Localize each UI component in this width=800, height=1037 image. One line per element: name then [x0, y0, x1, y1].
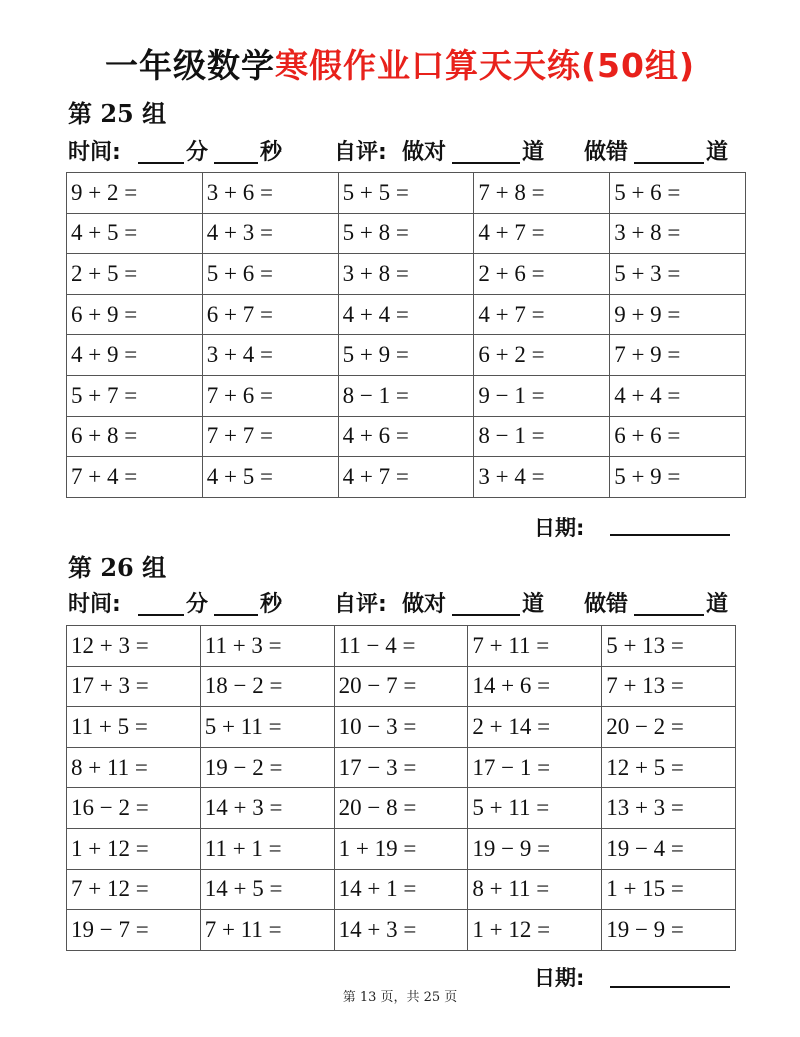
page-title	[0, 44, 800, 88]
problem-cell[interactable]: 4 + 7 =	[474, 294, 610, 335]
problem-cell[interactable]: 7 + 7 =	[202, 416, 338, 457]
seconds-label: 秒	[260, 140, 283, 165]
problem-cell[interactable]: 7 + 11 =	[468, 626, 602, 667]
problem-cell[interactable]: 5 + 7 =	[67, 375, 203, 416]
group-25-title: 第 25 组	[68, 99, 167, 128]
table-row	[67, 416, 746, 457]
problem-cell[interactable]: 1 + 12 =	[468, 910, 602, 951]
wrong-dao: 道	[706, 140, 729, 165]
problem-cell[interactable]: 5 + 3 =	[610, 254, 746, 295]
problem-cell[interactable]: 8 − 1 =	[474, 416, 610, 457]
problem-cell[interactable]: 14 + 5 =	[200, 869, 334, 910]
problem-cell[interactable]: 5 + 8 =	[338, 213, 474, 254]
problem-cell[interactable]: 5 + 13 =	[602, 626, 736, 667]
problem-cell[interactable]: 14 + 3 =	[334, 910, 468, 951]
table-row	[67, 910, 736, 951]
problem-cell[interactable]: 6 + 9 =	[67, 294, 203, 335]
group-26-meta	[68, 588, 748, 622]
problem-cell[interactable]: 4 + 4 =	[610, 375, 746, 416]
problem-cell[interactable]: 19 − 2 =	[200, 747, 334, 788]
problem-cell[interactable]: 8 − 1 =	[338, 375, 474, 416]
table-row	[67, 788, 736, 829]
table-row	[67, 213, 746, 254]
problem-cell[interactable]: 4 + 3 =	[202, 213, 338, 254]
minutes-blank[interactable]	[138, 588, 184, 627]
correct-dao: 道	[522, 140, 545, 165]
table-row	[67, 626, 736, 667]
table-row	[67, 173, 746, 214]
correct-label: 做对	[402, 592, 447, 617]
problem-cell[interactable]: 9 − 1 =	[474, 375, 610, 416]
problem-cell[interactable]: 17 − 1 =	[468, 747, 602, 788]
wrong-blank[interactable]	[634, 588, 704, 627]
title-black-part: 一年级数学	[104, 46, 275, 85]
problem-cell[interactable]: 3 + 4 =	[474, 457, 610, 498]
group-25-meta	[68, 136, 748, 170]
problem-cell[interactable]: 19 − 4 =	[602, 828, 736, 869]
problem-cell[interactable]: 7 + 6 =	[202, 375, 338, 416]
problem-cell[interactable]: 6 + 8 =	[67, 416, 203, 457]
correct-blank[interactable]	[452, 136, 520, 175]
problem-cell[interactable]: 4 + 7 =	[474, 213, 610, 254]
title-red-part: 寒假作业口算天天练(50组)	[274, 46, 696, 85]
problem-cell[interactable]: 2 + 6 =	[474, 254, 610, 295]
problem-cell[interactable]: 4 + 4 =	[338, 294, 474, 335]
problem-cell[interactable]: 7 + 11 =	[200, 910, 334, 951]
minutes-label: 分	[186, 140, 209, 165]
problem-cell[interactable]: 14 + 6 =	[468, 666, 602, 707]
problem-cell[interactable]: 6 + 7 =	[202, 294, 338, 335]
problem-cell[interactable]: 17 − 3 =	[334, 747, 468, 788]
problem-cell[interactable]: 4 + 9 =	[67, 335, 203, 376]
correct-blank[interactable]	[452, 588, 520, 627]
problem-cell[interactable]: 3 + 8 =	[610, 213, 746, 254]
time-label: 时间:	[68, 592, 121, 617]
correct-label: 做对	[402, 140, 447, 165]
page-footer: 第 13 页，共 25 页	[342, 990, 458, 1005]
problem-cell[interactable]: 2 + 5 =	[67, 254, 203, 295]
problem-cell[interactable]: 20 − 7 =	[334, 666, 468, 707]
seconds-label: 秒	[260, 592, 283, 617]
problem-cell[interactable]: 13 + 3 =	[602, 788, 736, 829]
table-row	[67, 254, 746, 295]
seconds-blank[interactable]	[214, 136, 258, 175]
table-row	[67, 666, 736, 707]
problem-cell[interactable]: 19 − 9 =	[602, 910, 736, 951]
problem-grid-26	[66, 625, 736, 951]
problem-cell[interactable]: 20 − 2 =	[602, 707, 736, 748]
problem-cell[interactable]: 16 − 2 =	[67, 788, 201, 829]
problem-cell[interactable]: 5 + 5 =	[338, 173, 474, 214]
self-eval-label: 自评:	[334, 140, 387, 165]
problem-cell[interactable]: 4 + 7 =	[338, 457, 474, 498]
problem-cell[interactable]: 11 + 1 =	[200, 828, 334, 869]
wrong-label: 做错	[584, 140, 629, 165]
problem-cell[interactable]: 3 + 4 =	[202, 335, 338, 376]
problem-cell[interactable]: 3 + 8 =	[338, 254, 474, 295]
problem-cell[interactable]: 12 + 5 =	[602, 747, 736, 788]
correct-dao: 道	[522, 592, 545, 617]
wrong-label: 做错	[584, 592, 629, 617]
problem-cell[interactable]: 19 − 9 =	[468, 828, 602, 869]
table-row	[67, 375, 746, 416]
table-row	[67, 707, 736, 748]
problem-cell[interactable]: 7 + 8 =	[474, 173, 610, 214]
problem-cell[interactable]: 17 + 3 =	[67, 666, 201, 707]
problem-cell[interactable]: 4 + 6 =	[338, 416, 474, 457]
wrong-dao: 道	[706, 592, 729, 617]
problem-cell[interactable]: 5 + 9 =	[338, 335, 474, 376]
problem-cell[interactable]: 5 + 9 =	[610, 457, 746, 498]
problem-cell[interactable]: 8 + 11 =	[468, 869, 602, 910]
problem-cell[interactable]: 6 + 2 =	[474, 335, 610, 376]
problem-cell[interactable]: 9 + 2 =	[67, 173, 203, 214]
self-eval-label: 自评:	[334, 592, 387, 617]
problem-cell[interactable]: 8 + 11 =	[67, 747, 201, 788]
problem-cell[interactable]: 5 + 6 =	[610, 173, 746, 214]
date-label: 日期:	[534, 516, 585, 540]
problem-cell[interactable]: 11 + 5 =	[67, 707, 201, 748]
table-row	[67, 828, 736, 869]
problem-cell[interactable]: 18 − 2 =	[200, 666, 334, 707]
date-label: 日期:	[534, 966, 585, 990]
problem-cell[interactable]: 12 + 3 =	[67, 626, 201, 667]
problem-cell[interactable]: 7 + 12 =	[67, 869, 201, 910]
problem-grid-25	[66, 172, 746, 498]
table-row	[67, 457, 746, 498]
problem-cell[interactable]: 4 + 5 =	[202, 457, 338, 498]
problem-cell[interactable]: 5 + 11 =	[468, 788, 602, 829]
problem-cell[interactable]: 7 + 4 =	[67, 457, 203, 498]
problem-cell[interactable]: 1 + 12 =	[67, 828, 201, 869]
problem-cell[interactable]: 19 − 7 =	[67, 910, 201, 951]
minutes-blank[interactable]	[138, 136, 184, 175]
problem-cell[interactable]: 3 + 6 =	[202, 173, 338, 214]
problem-cell[interactable]: 9 + 9 =	[610, 294, 746, 335]
minutes-label: 分	[186, 592, 209, 617]
problem-cell[interactable]: 20 − 8 =	[334, 788, 468, 829]
date-blank[interactable]	[610, 534, 730, 536]
problem-cell[interactable]: 1 + 15 =	[602, 869, 736, 910]
table-row	[67, 335, 746, 376]
problem-cell[interactable]: 5 + 11 =	[200, 707, 334, 748]
problem-cell[interactable]: 11 − 4 =	[334, 626, 468, 667]
seconds-blank[interactable]	[214, 588, 258, 627]
problem-cell[interactable]: 7 + 13 =	[602, 666, 736, 707]
problem-cell[interactable]: 14 + 3 =	[200, 788, 334, 829]
table-row	[67, 747, 736, 788]
problem-cell[interactable]: 1 + 19 =	[334, 828, 468, 869]
problem-cell[interactable]: 7 + 9 =	[610, 335, 746, 376]
problem-cell[interactable]: 4 + 5 =	[67, 213, 203, 254]
problem-cell[interactable]: 5 + 6 =	[202, 254, 338, 295]
problem-cell[interactable]: 11 + 3 =	[200, 626, 334, 667]
problem-cell[interactable]: 6 + 6 =	[610, 416, 746, 457]
table-row	[67, 294, 746, 335]
group-26-title: 第 26 组	[68, 553, 167, 582]
problem-cell[interactable]: 14 + 1 =	[334, 869, 468, 910]
table-row	[67, 869, 736, 910]
wrong-blank[interactable]	[634, 136, 704, 175]
problem-cell[interactable]: 2 + 14 =	[468, 707, 602, 748]
problem-cell[interactable]: 10 − 3 =	[334, 707, 468, 748]
time-label: 时间:	[68, 140, 121, 165]
